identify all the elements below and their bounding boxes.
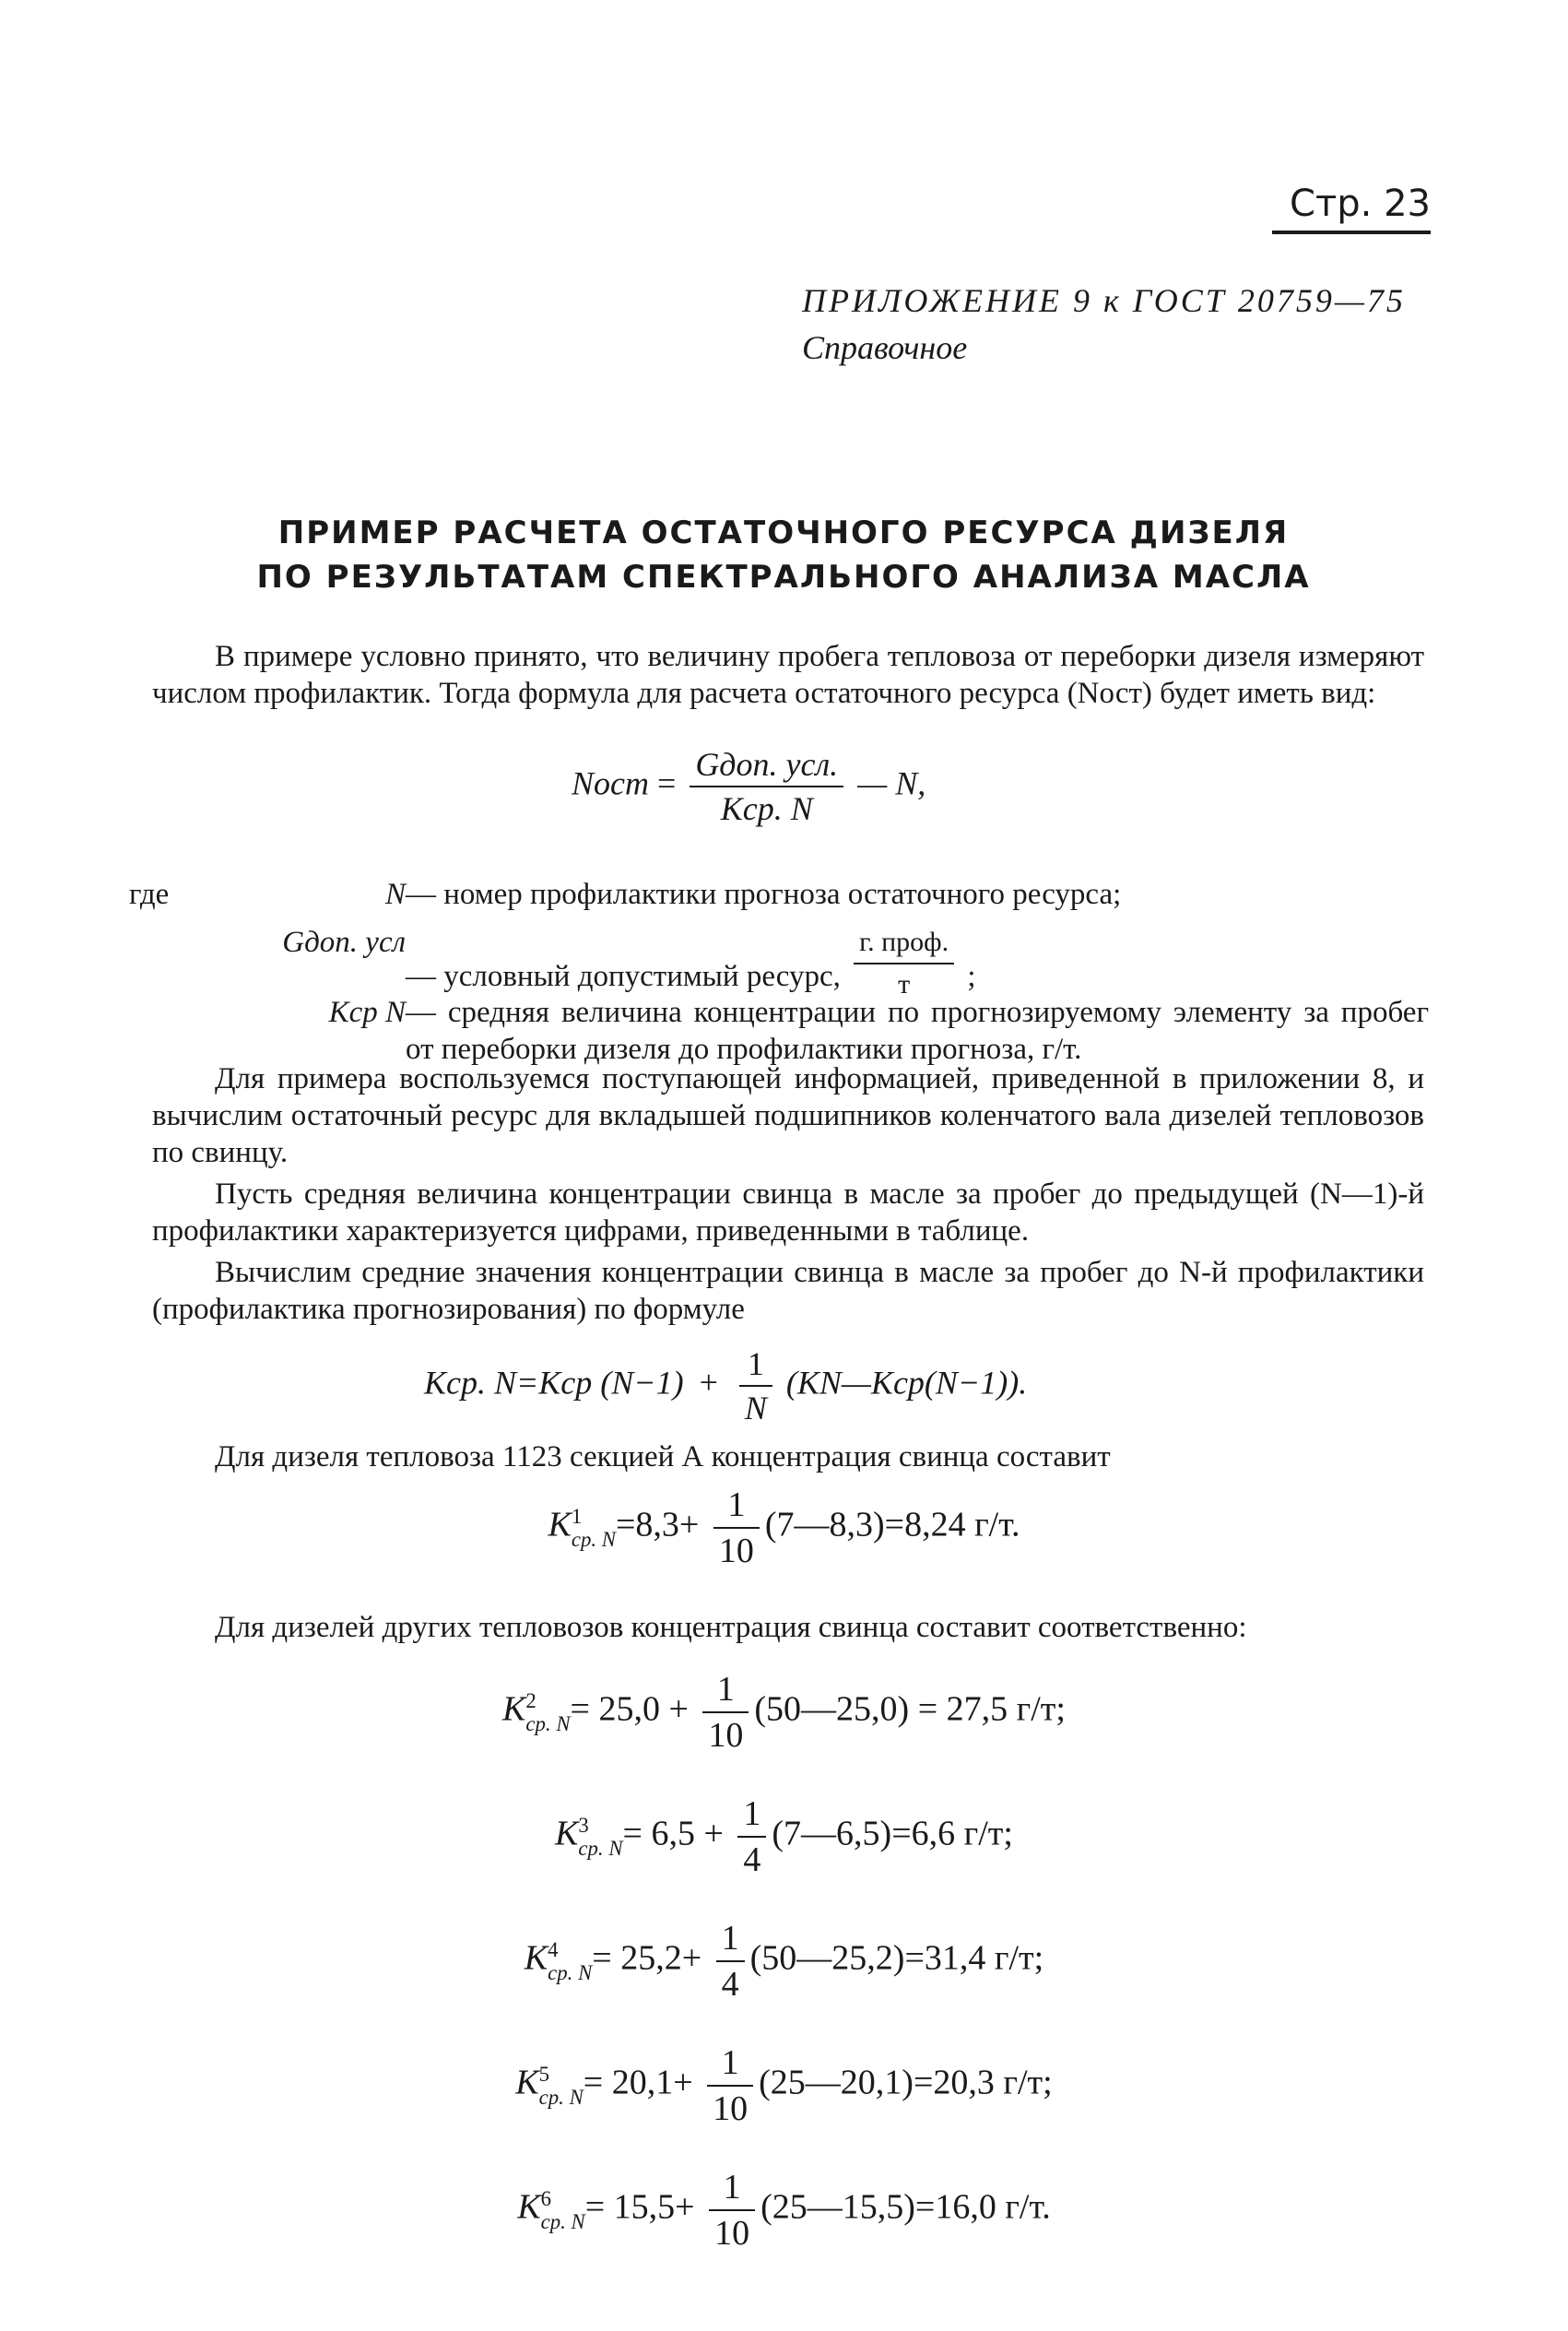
k-symbol: K <box>515 2063 539 2102</box>
definition-symbol: N <box>384 878 406 911</box>
k-fraction <box>702 1669 749 1756</box>
k-indices <box>548 1938 592 1984</box>
k-lhs-tail: = 15,5+ <box>584 2187 695 2227</box>
definition-text: — номер профилактики прогноза остаточного ресурса; <box>406 878 1122 911</box>
k-subscript: ср. N <box>538 2086 584 2109</box>
k-symbol: K <box>548 1505 572 1544</box>
formula-mean-concentration <box>424 1344 1027 1427</box>
paragraph-other-diesels: Для дизелей других тепловозов концентрация свинца составит соответственно: <box>215 1611 1247 1644</box>
formula2-tail: (KN—Kср(N−1)). <box>785 1364 1028 1402</box>
unit-denominator: т <box>898 969 911 1000</box>
k-superscript: 2 <box>525 1688 536 1712</box>
formula2-lhs: Kср. N=Kср (N−1) <box>424 1364 684 1402</box>
definition-text: — условный допустимый ресурс, <box>406 960 841 993</box>
k-symbol: K <box>502 1689 526 1729</box>
k-rhs: (50—25,2)=31,4 г/т; <box>749 1938 1044 1978</box>
k-indices <box>572 1505 616 1551</box>
formula1-lhs: Nост <box>572 764 649 802</box>
k-indices <box>539 2063 584 2109</box>
appendix-status: Справочное <box>802 329 968 366</box>
k-denominator: 10 <box>714 2214 750 2253</box>
k-rhs: (7—8,3)=8,24 г/т. <box>764 1505 1020 1544</box>
k-numerator: 1 <box>713 1485 760 1529</box>
k-indices <box>578 1814 622 1860</box>
k-superscript: 6 <box>540 2186 552 2210</box>
formula1-denominator: Kср. N <box>720 790 813 827</box>
k-subscript: ср. N <box>571 1528 616 1551</box>
k-rhs: (7—6,5)=6,6 г/т; <box>772 1814 1013 1853</box>
k-rhs: (25—15,5)=16,0 г/т. <box>760 2187 1051 2227</box>
k-formula-1 <box>0 1485 1568 1571</box>
k-formula-6 <box>0 2167 1568 2254</box>
k-lhs-tail: = 20,1+ <box>583 2063 693 2102</box>
k-denominator: 10 <box>718 1532 754 1570</box>
k-fraction <box>709 2167 755 2254</box>
k-formula-4 <box>0 1918 1568 2005</box>
k-formula-3 <box>0 1793 1568 1880</box>
k-denominator: 4 <box>721 1965 739 2004</box>
formula2-fraction <box>739 1344 772 1427</box>
k-rhs: (25—20,1)=20,3 г/т; <box>759 2063 1053 2102</box>
k-formula-5 <box>0 2042 1568 2129</box>
k-denominator: 10 <box>713 2089 749 2128</box>
k-symbol: K <box>524 1938 548 1978</box>
unit-fraction <box>854 924 954 1003</box>
formula1-numerator: Gдоп. усл. <box>690 745 843 787</box>
k-fraction <box>716 1918 745 2005</box>
k-numerator: 1 <box>737 1793 766 1838</box>
k-indices <box>525 1689 570 1735</box>
title-line-1: ПРИМЕР РАСЧЕТА ОСТАТОЧНОГО РЕСУРСА ДИЗЕЛЯ <box>277 515 1290 551</box>
title-line-2: ПО РЕЗУЛЬТАТАМ СПЕКТРАЛЬНОГО АНАЛИЗА МАСЛА <box>256 559 1311 596</box>
k-lhs-tail: =8,3+ <box>615 1505 700 1544</box>
intro-paragraph: В примере условно принято, что величину пробега тепловоза от переборки дизеля измеряют числом профилактик. Тогда формула для расчета остаточного ресурса (Nост) будет иметь вид: <box>152 640 1424 710</box>
k-lhs-tail: = 25,0 + <box>570 1689 689 1729</box>
formula2-numerator: 1 <box>739 1344 772 1387</box>
paragraph-section-a: Для дизеля тепловоза 1123 секцией А концентрация свинца составит <box>215 1440 1111 1473</box>
k-numerator: 1 <box>716 1918 745 1962</box>
k-superscript: 3 <box>578 1813 589 1837</box>
page-number: Стр. 23 <box>1272 183 1431 234</box>
k-superscript: 5 <box>538 2062 550 2086</box>
paragraph-compute: Вычислим средние значения концентрации свинца в масле за пробег до N-й профилактики (профилактика прогнозирования) по формуле <box>152 1256 1424 1326</box>
formula1-fraction <box>690 745 843 828</box>
k-denominator: 10 <box>708 1716 744 1755</box>
k-lhs-tail: = 25,2+ <box>592 1938 702 1978</box>
definition-symbol: Gдоп. усл <box>282 926 406 959</box>
formula2-denominator: N <box>744 1390 767 1426</box>
k-subscript: ср. N <box>578 1837 623 1860</box>
k-symbol: K <box>517 2187 541 2227</box>
k-superscript: 1 <box>571 1504 583 1528</box>
k-subscript: ср. N <box>548 1961 593 1984</box>
formula-residual-resource: Nост = $\frac{\text{Gдоп. усл.}}{\text{Kср. N}}$ — N, <box>572 746 926 827</box>
unit-tail: ; <box>967 960 976 993</box>
k-subscript: ср. N <box>540 2210 585 2233</box>
formula1-tail: — N, <box>857 764 926 802</box>
k-formula-2 <box>0 1669 1568 1756</box>
k-numerator: 1 <box>707 2042 753 2087</box>
k-subscript: ср. N <box>525 1712 571 1735</box>
paragraph-example: Для примера воспользуемся поступающей информацией, приведенной в приложении 8, и вычислим остаточный ресурс для вкладышей подшипников коленчатого вала дизелей тепловозов по свинцу. <box>152 1062 1424 1169</box>
definition-text: — средняя величина концентрации по прогнозируемому элементу за пробег от переборки дизеля до профилактики прогноза, г/т. <box>406 996 1429 1066</box>
definition-symbol: Kср N <box>328 996 406 1029</box>
k-indices <box>541 2187 585 2233</box>
k-rhs: (50—25,0) = 27,5 г/т; <box>754 1689 1066 1729</box>
k-numerator: 1 <box>709 2167 755 2211</box>
where-label: где <box>129 878 170 911</box>
k-fraction <box>707 2042 753 2129</box>
k-denominator: 4 <box>743 1840 761 1879</box>
k-fraction <box>737 1793 766 1880</box>
definition-text-with-unit <box>406 924 1438 1003</box>
k-fraction <box>713 1485 760 1571</box>
formula2-plus: + <box>699 1364 718 1402</box>
paragraph-assumption: Пусть средняя величина концентрации свинца в масле за пробег до предыдущей (N—1)-й профилактики характеризуется цифрами, приведенными в таблице. <box>152 1177 1424 1248</box>
k-lhs-tail: = 6,5 + <box>622 1814 724 1853</box>
k-symbol: K <box>555 1814 579 1853</box>
appendix-reference: ПРИЛОЖЕНИЕ 9 к ГОСТ 20759—75 <box>802 282 1406 319</box>
k-superscript: 4 <box>548 1937 559 1961</box>
unit-numerator: г. проф. <box>854 924 954 964</box>
k-numerator: 1 <box>702 1669 749 1713</box>
